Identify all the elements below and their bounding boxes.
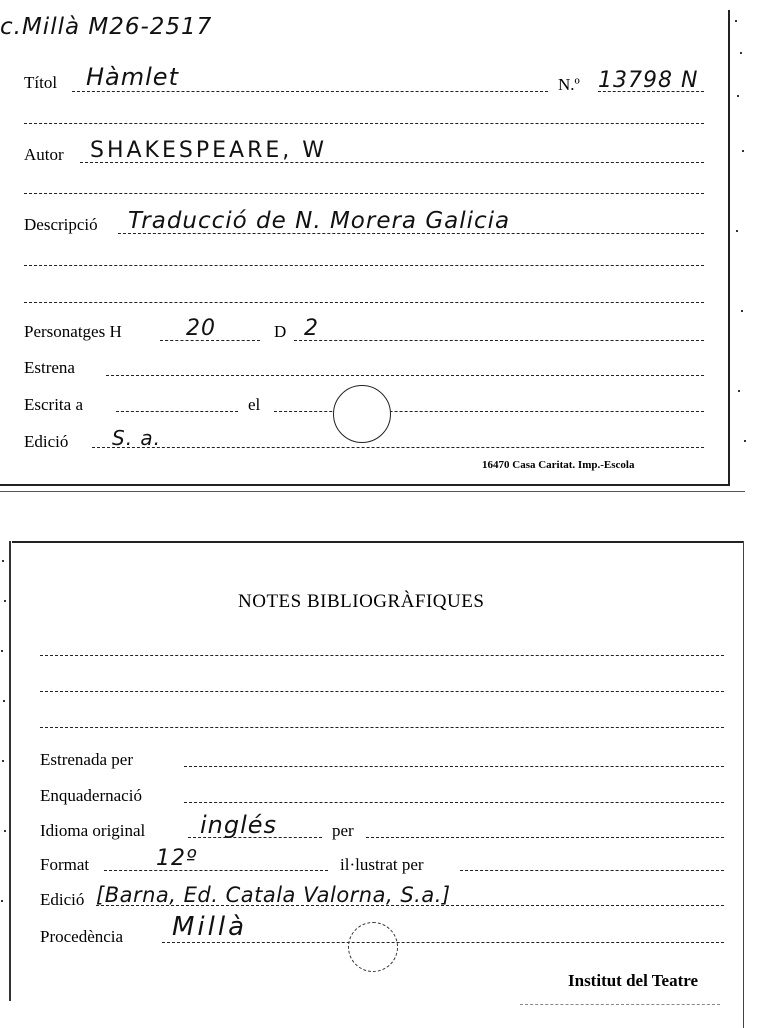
titol-label: Títol — [24, 73, 58, 92]
idioma-label: Idioma original — [40, 821, 146, 840]
idioma-per-label: per — [332, 821, 354, 840]
card-top-edge-line — [0, 491, 745, 492]
titol-rule — [72, 91, 548, 92]
procedencia-label: Procedència — [40, 927, 124, 946]
personatges-h-rule — [160, 340, 260, 341]
notes-heading: NOTES BIBLIOGRÀFIQUES — [238, 591, 485, 612]
idioma-rule — [188, 837, 322, 838]
autor-value: SHAKESPEARE, W — [90, 138, 327, 163]
card-punch-hole — [333, 385, 391, 443]
blank-rule-2 — [24, 193, 704, 194]
descripcio-label: Descripció — [24, 215, 98, 234]
escrita-el-label: el — [248, 395, 261, 414]
edicio2-label: Edició — [40, 890, 85, 909]
escrita-rule — [116, 411, 238, 412]
card-bottom-top-border — [12, 541, 744, 543]
personatges-d-value: 2 — [304, 316, 319, 341]
notes-rule-1 — [40, 655, 724, 656]
descripcio-value: Traducció de N. Morera Galicia — [128, 208, 511, 234]
format-label: Format — [40, 855, 90, 874]
institution-name: Institut del Teatre — [568, 971, 699, 990]
titol-value: Hàmlet — [86, 63, 179, 91]
numero-rule — [598, 91, 704, 92]
idioma-value: inglés — [200, 811, 278, 839]
blank-rule-4 — [24, 302, 704, 303]
notes-rule-2 — [40, 691, 724, 692]
printer-imprint: 16470 Casa Caritat. Imp.-Escola — [482, 459, 635, 471]
procedencia-value: Millà — [172, 912, 248, 942]
edicio-value: S. a. — [112, 426, 162, 450]
edicio-rule — [92, 447, 704, 448]
edicio2-value: [Barna, Ed. Catala Valorna, S.a.] — [96, 883, 451, 907]
estrena-rule — [106, 375, 704, 376]
format-value: 12º — [156, 846, 198, 871]
escrita-label: Escrita a — [24, 395, 83, 414]
procedencia-rule — [162, 942, 724, 943]
catalog-reference-handwritten: c.Millà M26-2517 — [0, 14, 213, 40]
blank-rule-1 — [24, 123, 704, 124]
idioma-per-rule — [366, 837, 724, 838]
descripcio-rule — [118, 233, 704, 234]
card-top-right-border — [728, 10, 730, 484]
format-rule — [104, 870, 328, 871]
enquadernacio-rule — [184, 802, 724, 803]
enquadernacio-label: Enquadernació — [40, 786, 142, 805]
edicio-label: Edició — [24, 432, 69, 451]
personatges-d-rule — [294, 340, 704, 341]
notes-rule-3 — [40, 727, 724, 728]
personatges-d-label: D — [274, 322, 287, 341]
edicio2-rule — [96, 905, 724, 906]
card-bottom-left-border — [9, 541, 11, 1001]
card-top-bottom-border — [0, 484, 730, 486]
autor-label: Autor — [24, 145, 64, 164]
illustrat-rule — [460, 870, 724, 871]
personatges-h-value: 20 — [186, 316, 216, 341]
blank-rule-3 — [24, 265, 704, 266]
illustrat-label: il·lustrat per — [340, 855, 424, 874]
numero-value: 13798 N — [598, 68, 699, 93]
autor-rule — [80, 162, 704, 163]
estrena-label: Estrena — [24, 358, 75, 377]
card-bottom-right-border — [743, 541, 744, 1028]
library-stamp — [348, 922, 398, 972]
estrenada-rule — [184, 766, 724, 767]
bottom-faint-rule — [520, 1004, 720, 1005]
estrenada-label: Estrenada per — [40, 750, 133, 769]
personatges-label: Personatges H — [24, 322, 122, 341]
numero-label: N.º — [558, 75, 580, 94]
